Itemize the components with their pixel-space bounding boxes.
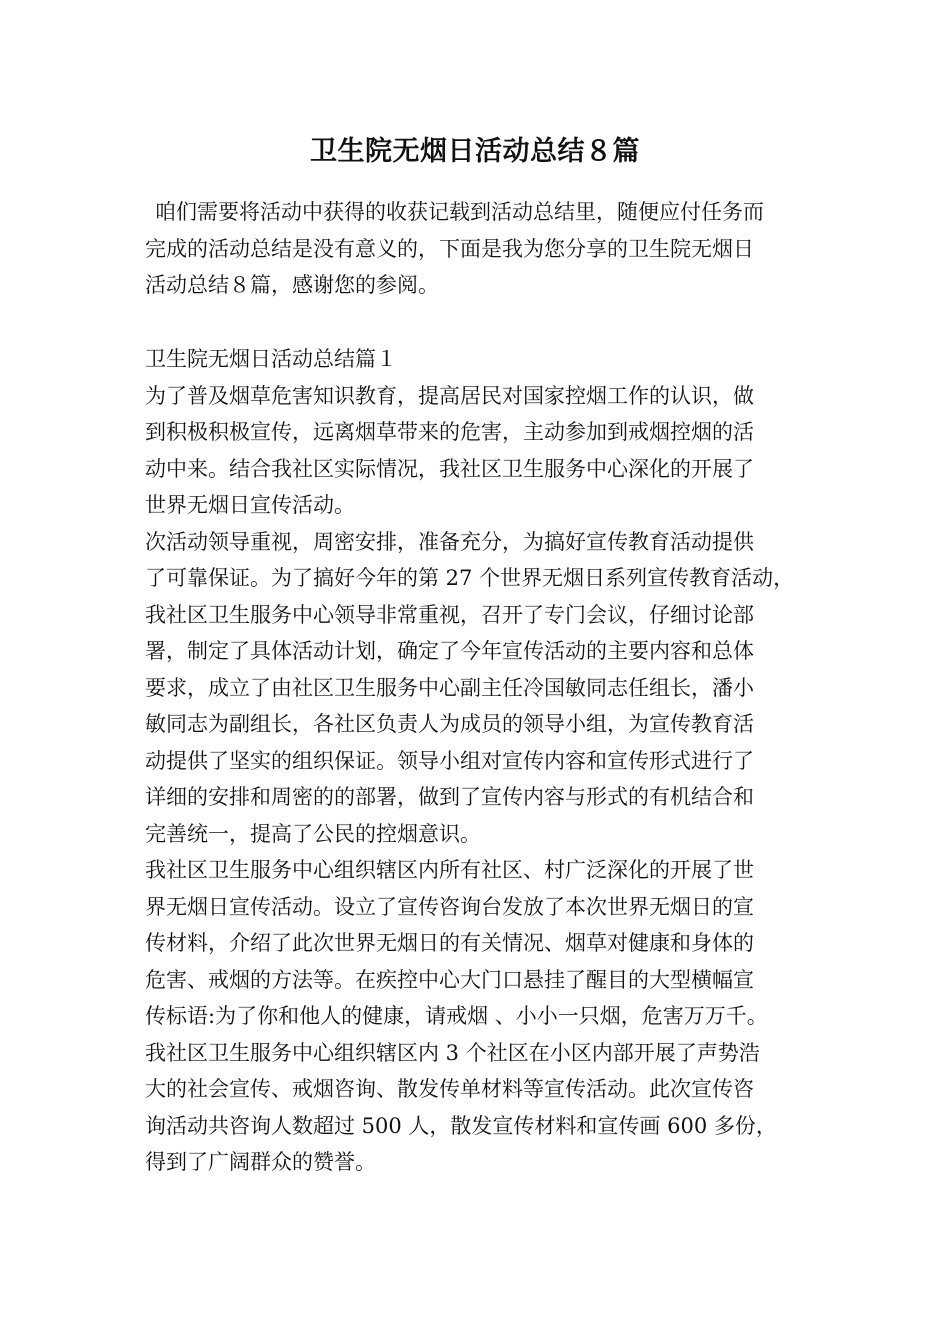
body-line: 详细的安排和周密的的部署，做到了宣传内容与形式的有机结合和: [145, 785, 754, 809]
body-line: 界无烟日宣传活动。设立了宣传咨询台发放了本次世界无烟日的宣: [145, 894, 754, 919]
body-line: 次活动领导重视，周密安排，准备充分，为搞好宣传教育活动提供: [145, 529, 754, 554]
body-line: 我社区卫生服务中心组织辖区内所有社区、村广泛深化的开展了世: [145, 858, 754, 882]
body-line: 我社区卫生服务中心领导非常重视，召开了专门会议，仔细讨论部: [145, 602, 754, 627]
body-line: 我社区卫生服务中心组织辖区内 3 个社区在小区内部开展了声势浩: [145, 1040, 760, 1065]
intro-paragraph: [145, 194, 815, 304]
body-line: 署，制定了具体活动计划，确定了今年宣传活动的主要内容和总体: [145, 639, 754, 663]
intro-line: 活动总结８篇，感谢您的参阅。: [145, 273, 439, 297]
body-line: 危害、戒烟的方法等。在疾控中心大门口悬挂了醒目的大型横幅宣: [145, 967, 754, 992]
body-line: 世界无烟日宣传活动。: [145, 493, 355, 517]
body-line: 询活动共咨询人数超过 500 人，散发宣传材料和宣传画 600 多份，: [145, 1113, 777, 1138]
body-line: 得到了广阔群众的赞誉。: [145, 1150, 376, 1174]
body-line: 为了普及烟草危害知识教育，提高居民对国家控烟工作的认识，做: [145, 383, 754, 408]
intro-line: 咱们需要将活动中获得的收获记载到活动总结里，随便应付任务而: [155, 200, 764, 224]
section-heading: 卫生院无烟日活动总结篇１: [145, 347, 397, 371]
document-title: 卫生院无烟日活动总结８篇: [310, 136, 640, 167]
body-line: 完善统一，提高了公民的控烟意识。: [145, 821, 481, 846]
body-line: 传材料，介绍了此次世界无烟日的有关情况、烟草对健康和身体的: [145, 931, 754, 955]
body-line: 到积极积极宣传，远离烟草带来的危害，主动参加到戒烟控烟的活: [145, 420, 754, 444]
body-line: 了可靠保证。为了搞好今年的第 27 个世界无烟日系列宣传教育活动，: [145, 566, 795, 590]
intro-line: 完成的活动总结是没有意义的，下面是我为您分享的卫生院无烟日: [145, 236, 754, 261]
body-line: 要求，成立了由社区卫生服务中心副主任冷国敏同志任组长，潘小: [145, 675, 754, 700]
body-line: 动提供了坚实的组织保证。领导小组对宣传内容和宣传形式进行了: [145, 748, 754, 773]
body-line: 大的社会宣传、戒烟咨询、散发传单材料等宣传活动。此次宣传咨: [145, 1077, 754, 1101]
body-line: 敏同志为副组长，各社区负责人为成员的领导小组，为宣传教育活: [145, 712, 754, 736]
body-line: 动中来。结合我社区实际情况，我社区卫生服务中心深化的开展了: [145, 456, 754, 481]
section-1: [145, 341, 815, 1181]
body-line: 传标语:为了你和他人的健康，请戒烟 、小小一只烟，危害万万千。: [145, 1004, 768, 1028]
